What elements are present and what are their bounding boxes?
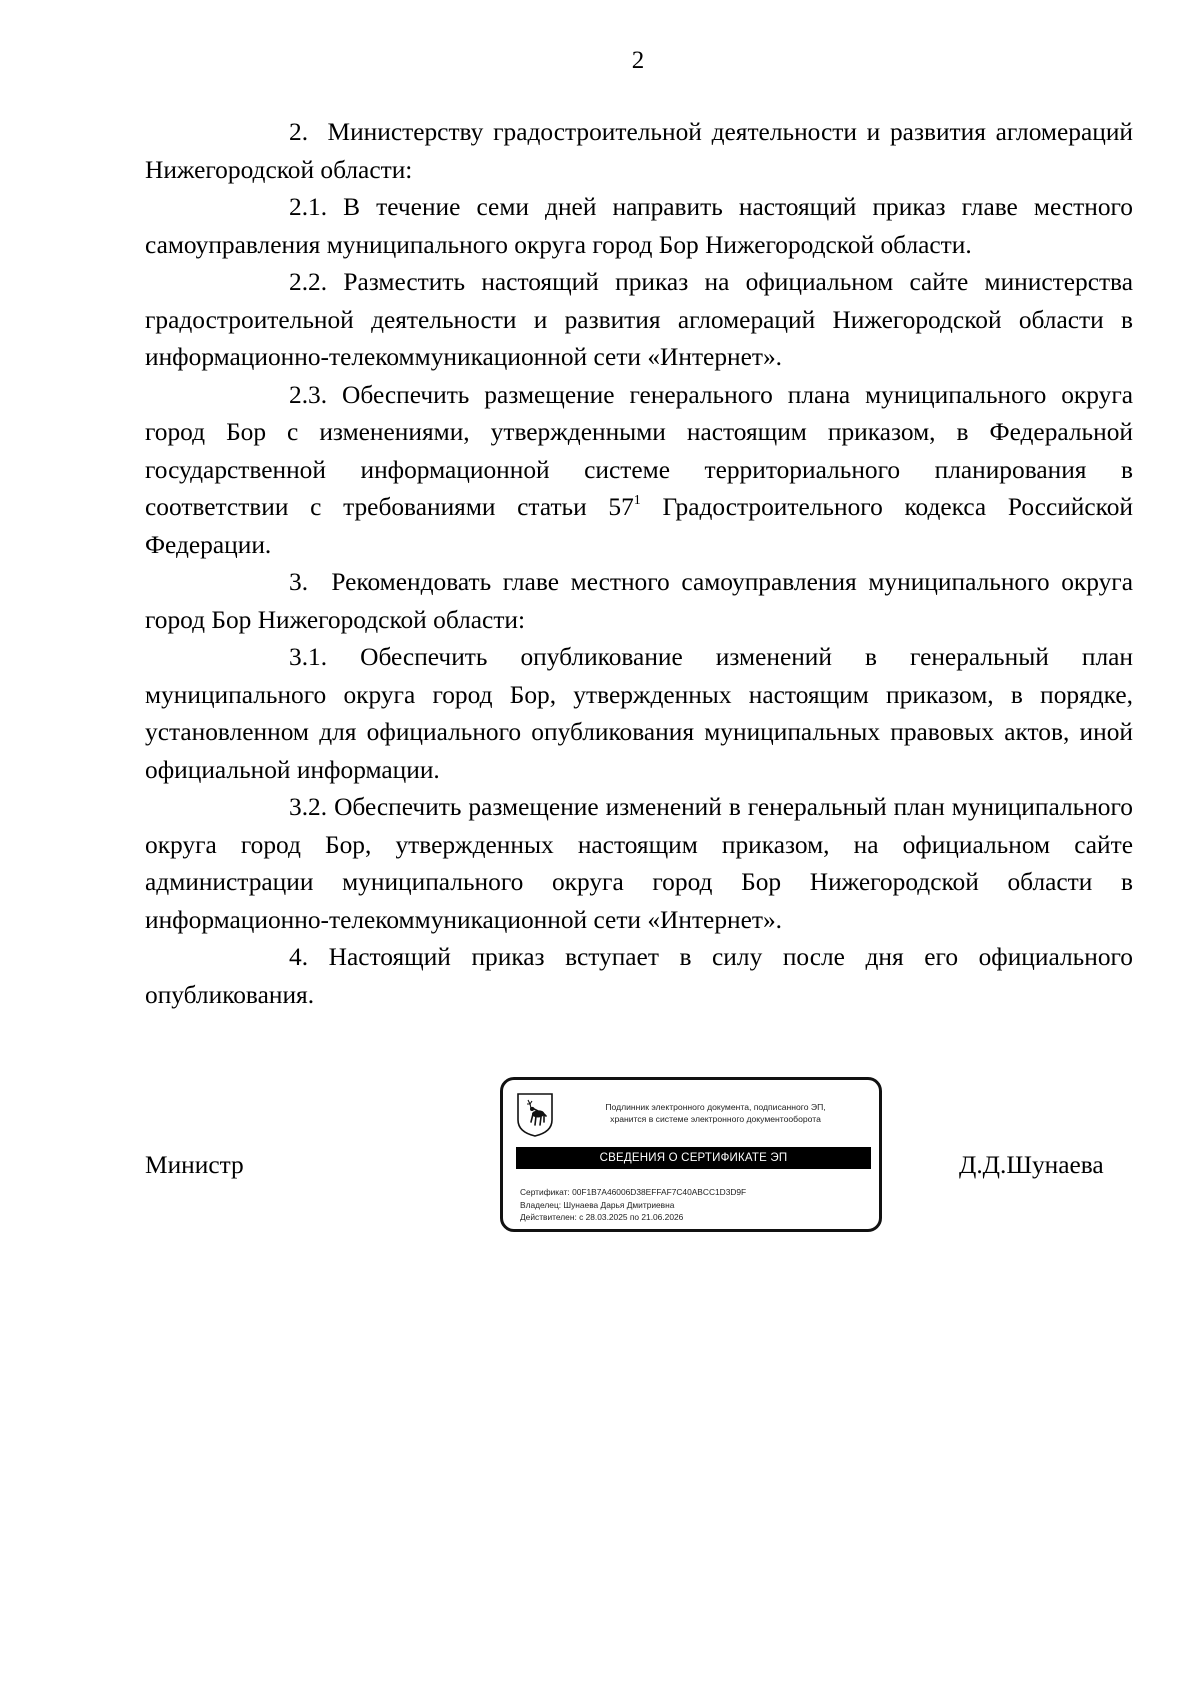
stamp-header-line: хранится в системе электронного документооборота xyxy=(610,1114,821,1124)
paragraph-text: Министерству градостроительной деятельности и развития агломераций Нижегородской области: xyxy=(145,118,1133,184)
paragraph-number: 2.3. xyxy=(289,380,328,409)
stamp-title-bar: СВЕДЕНИЯ О СЕРТИФИКАТЕ ЭП xyxy=(516,1147,871,1169)
paragraph-3 xyxy=(145,564,1133,639)
paragraph-text: В течение семи дней направить настоящий приказ главе местного самоуправления муниципального округа город Бор Нижегородской области. xyxy=(145,193,1133,259)
certificate-validity: Действителен: с 28.03.2025 по 21.06.2026 xyxy=(520,1212,684,1222)
certificate-number: Сертификат: 00F1B7A46006D38EFFAF7C40ABCC1D3D9F xyxy=(520,1187,747,1197)
paragraph-number: 4. xyxy=(289,943,309,971)
paragraph-2-2 xyxy=(145,264,1133,377)
paragraph-number: 3.1. xyxy=(289,643,328,671)
paragraph-number: 2. xyxy=(289,118,309,146)
paragraph-text: Обеспечить размещение изменений в генеральный план муниципального округа город Бор, утвержденных настоящим приказом, на официальном сайте администрации муниципального округа город Бор Нижегородской области в информационно-телекоммуникационной сети «Интернет». xyxy=(145,793,1133,934)
paragraph-text-continued: Градостроительного кодекса Российской Федерации. xyxy=(145,493,1133,559)
signatory-name: Д.Д.Шунаева xyxy=(959,1151,1104,1179)
stamp-header-line: Подлинник электронного документа, подписанного ЭП, xyxy=(605,1102,826,1112)
document-body xyxy=(145,114,1133,1014)
paragraph-number: 2.2. xyxy=(289,268,328,296)
paragraph-text: Разместить настоящий приказ на официальном сайте министерства градостроительной деятельности и развития агломераций Нижегородской области в информационно-телекоммуникационной сети «Интернет». xyxy=(145,268,1133,371)
stamp-header xyxy=(563,1101,868,1125)
paragraph-2-3 xyxy=(145,377,1133,565)
page-number: 2 xyxy=(631,47,645,74)
paragraph-number: 3.2. xyxy=(289,793,328,821)
paragraph-number: 2.1. xyxy=(289,193,328,221)
superscript-index: 1 xyxy=(633,493,641,508)
paragraph-number: 3. xyxy=(289,568,309,596)
coat-of-arms-deer-icon xyxy=(516,1092,554,1138)
stamp-certificate-details xyxy=(520,1186,870,1224)
paragraph-3-2 xyxy=(145,789,1133,939)
paragraph-text: Обеспечить опубликование изменений в генеральный план муниципального округа город Бор, утвержденных настоящим приказом, в порядке, установленном для официального опубликования муниципальных правовых актов, иной официальной информации. xyxy=(145,643,1133,784)
paragraph-text: Рекомендовать главе местного самоуправления муниципального округа город Бор Нижегородской области: xyxy=(145,568,1133,634)
paragraph-2-1 xyxy=(145,189,1133,264)
paragraph-text: Обеспечить размещение генерального плана муниципального округа город Бор с изменениями, утвержденными настоящим приказом, в Федеральной государственной информационной системе территориального планирования в соответствии с требованиями статьи 57 xyxy=(145,380,1134,521)
certificate-owner: Владелец: Шунаева Дарья Дмитриевна xyxy=(520,1199,675,1210)
electronic-signature-stamp xyxy=(500,1077,882,1232)
paragraph-text: Настоящий приказ вступает в силу после дня его официального опубликования. xyxy=(145,943,1133,1009)
paragraph-4 xyxy=(145,939,1133,1014)
signatory-role: Министр xyxy=(145,1151,244,1179)
paragraph-3-1 xyxy=(145,639,1133,789)
paragraph-2 xyxy=(145,114,1133,189)
